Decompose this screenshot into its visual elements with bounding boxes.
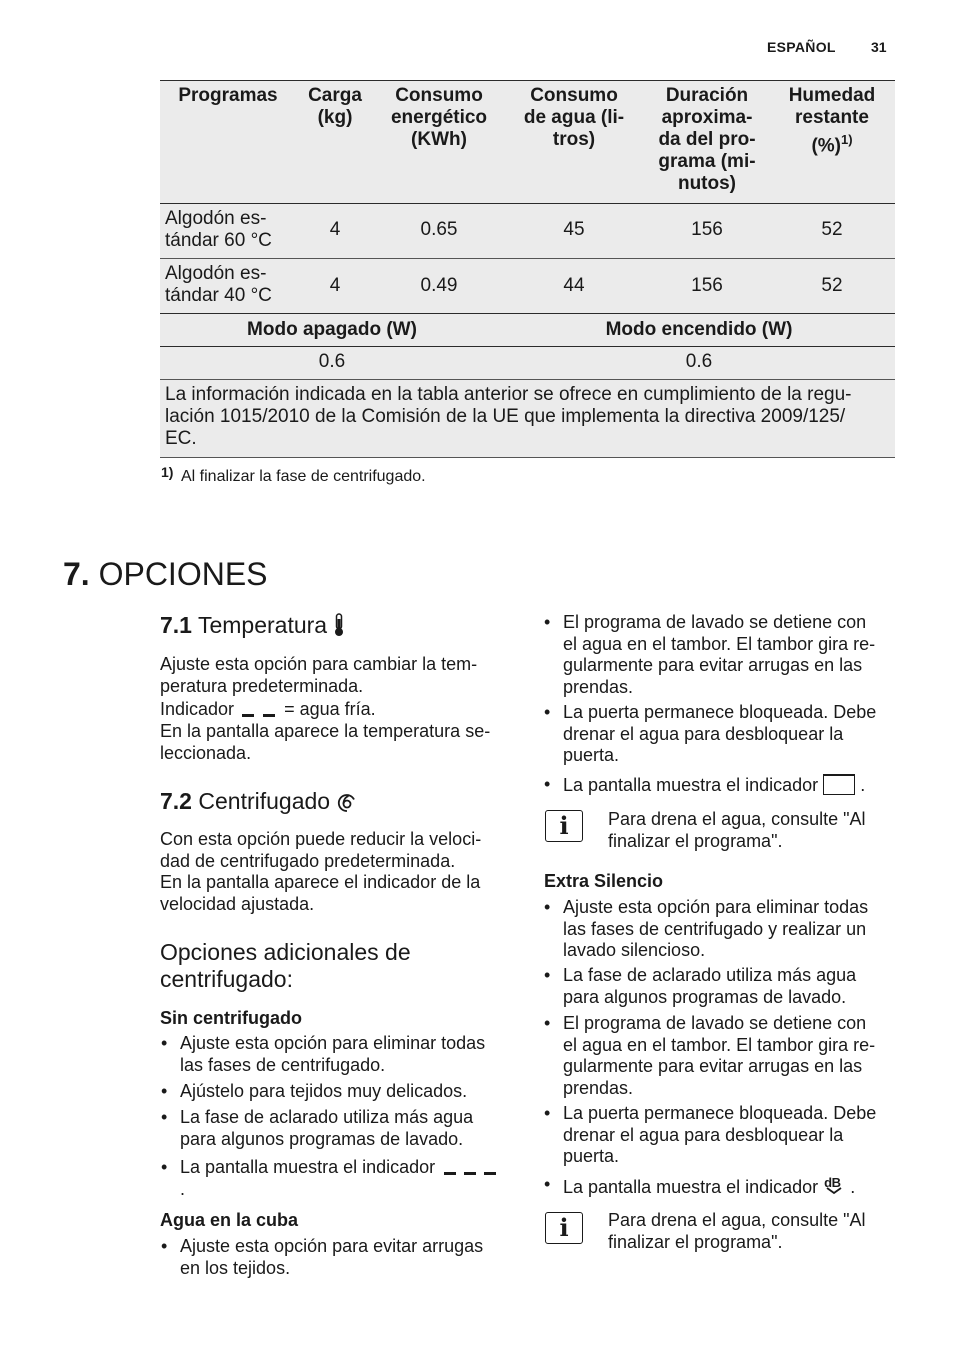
table-row bbox=[160, 259, 895, 313]
header-water: Consumo de agua (li- tros) bbox=[523, 85, 625, 150]
info-icon: i bbox=[545, 810, 583, 842]
duration-cell: 156 bbox=[691, 219, 723, 240]
spin-display-note: En la pantalla aparece el indicador de la velocidad ajustada. bbox=[160, 872, 481, 914]
header-duration: Duración aproxima- da del pro- grama (mi- nutos) bbox=[658, 85, 756, 194]
rinse-hold-heading: Agua en la cuba bbox=[160, 1210, 299, 1230]
temperature-indicator: Indicador = agua fría. bbox=[160, 699, 376, 719]
temperature-description: Ajuste esta opción para cambiar la tem- peratura predeterminada. bbox=[160, 654, 478, 696]
mode-on-value: 0.6 bbox=[685, 351, 713, 372]
footnote-text: Al finalizar la fase de centrifugado. bbox=[181, 468, 426, 485]
info-note: Para drena el agua, consulte "Al finalizar el programa". bbox=[608, 809, 866, 851]
table-header-row bbox=[160, 81, 895, 203]
list-item: • La pantalla muestra el indicador . bbox=[161, 1157, 511, 1201]
temperature-heading: 7.1 Temperatura bbox=[160, 612, 345, 643]
spin-heading: 7.2 Centrifugado bbox=[160, 788, 358, 819]
mode-off-value: 0.6 bbox=[318, 351, 346, 372]
mode-values-row bbox=[160, 347, 895, 379]
table-note: La información indicada en la tabla anterior se ofrece en cumplimiento de la regu- lación 1015/2010 de la Comisión de la UE que implementa la directiva 2009/125/ EC. bbox=[165, 384, 852, 449]
info-note: Para drena el agua, consulte "Al finalizar el programa". bbox=[608, 1210, 866, 1252]
additional-spin-options-heading: Opciones adicionales de centrifugado: bbox=[160, 939, 411, 992]
no-spin-heading: Sin centrifugado bbox=[160, 1008, 303, 1028]
info-icon: i bbox=[545, 1212, 583, 1244]
humidity-cell: 52 bbox=[821, 219, 843, 240]
header-language: ESPAÑOL bbox=[767, 39, 836, 55]
spin-icon bbox=[336, 791, 358, 819]
mode-header-row bbox=[160, 314, 895, 346]
water-cell: 44 bbox=[563, 275, 585, 296]
mode-on-header: Modo encendido (W) bbox=[605, 319, 793, 340]
page-number: 31 bbox=[871, 39, 887, 55]
water-cell: 45 bbox=[563, 219, 585, 240]
drain-indicator-icon bbox=[823, 774, 855, 795]
humidity-cell: 52 bbox=[821, 275, 843, 296]
load-cell: 4 bbox=[329, 219, 341, 240]
mode-off-header: Modo apagado (W) bbox=[247, 319, 417, 340]
cold-water-indicator-icon bbox=[239, 703, 279, 717]
section-title: 7. OPCIONES bbox=[63, 556, 268, 592]
spin-description: Con esta opción puede reducir la veloci- dad de centrifugado predeterminada. bbox=[160, 829, 482, 871]
energy-cell: 0.49 bbox=[420, 275, 458, 296]
energy-cell: 0.65 bbox=[420, 219, 458, 240]
program-cell: Algodón es- tándar 60 °C bbox=[165, 208, 272, 251]
header-footnote-ref: 1) bbox=[841, 132, 853, 147]
footnote-mark: 1) bbox=[161, 464, 174, 480]
load-cell: 4 bbox=[329, 275, 341, 296]
thermometer-icon bbox=[333, 613, 345, 643]
header-programs: Programas bbox=[178, 85, 278, 106]
no-spin-indicator-icon bbox=[440, 1161, 498, 1175]
extra-silent-heading: Extra Silencio bbox=[544, 871, 664, 891]
silent-db-icon: dB bbox=[823, 1174, 845, 1196]
header-humidity: Humedad restante (%)$^{1)}$ bbox=[788, 85, 876, 157]
table-note-row bbox=[160, 380, 895, 457]
table-row bbox=[160, 204, 895, 258]
temperature-display-note: En la pantalla aparece la temperatura se- leccionada. bbox=[160, 721, 491, 763]
program-cell: Algodón es- tándar 40 °C bbox=[165, 263, 272, 306]
header-energy: Consumo energético (KWh) bbox=[390, 85, 488, 150]
header-load: Carga (kg) bbox=[308, 85, 362, 128]
duration-cell: 156 bbox=[691, 275, 723, 296]
